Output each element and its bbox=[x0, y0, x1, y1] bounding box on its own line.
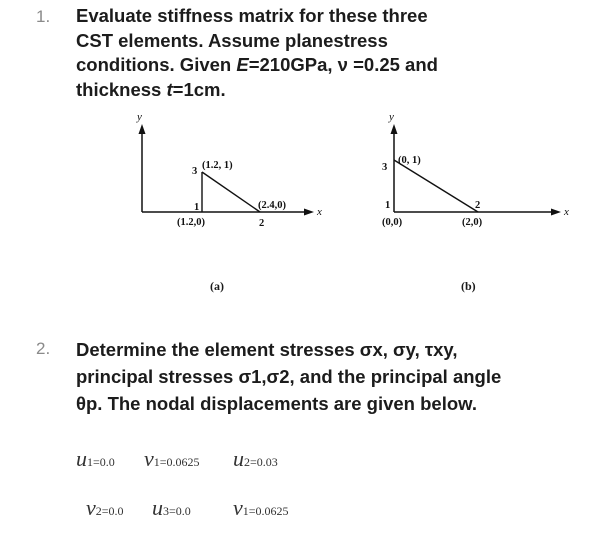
figure-a-node-2: 2 bbox=[259, 218, 265, 229]
t-symbol: t bbox=[166, 78, 173, 100]
figure-a bbox=[110, 112, 340, 240]
figure-b-node-1: 1 bbox=[385, 200, 391, 211]
figure-a-y-arrow-icon bbox=[139, 124, 146, 134]
displacement-v1: v1=0.0625 bbox=[144, 446, 200, 471]
displacement-u3: u3=0.0 bbox=[152, 495, 191, 520]
figure-a-caption: (a) bbox=[210, 279, 224, 293]
figure-b-node-2-coord: (2,0) bbox=[462, 217, 483, 228]
poisson-ratio: ν =0.25 and bbox=[337, 54, 438, 75]
figure-b-hypotenuse bbox=[394, 160, 481, 212]
figure-b bbox=[358, 112, 588, 240]
displacement-u1: u1=0.0 bbox=[76, 446, 115, 471]
question-1-line-2: CST elements. Assume planestress bbox=[76, 29, 388, 51]
figure-b-y-arrow-icon bbox=[391, 124, 398, 134]
figure-b-y-label: y bbox=[389, 112, 394, 123]
figure-b-node-1-coord: (0,0) bbox=[382, 217, 403, 228]
figure-a-node-1-coord: (1.2,0) bbox=[177, 217, 205, 228]
question-2-line-2: principal stresses σ1,σ2, and the principal angle bbox=[76, 366, 502, 387]
figure-a-y-label: y bbox=[137, 112, 142, 123]
figure-a-node-3-coord: (1.2, 1) bbox=[202, 160, 233, 171]
displacement-v1-repeat: v1=0.0625 bbox=[233, 495, 289, 520]
question-1-number: 1. bbox=[36, 7, 51, 26]
figure-a-hypotenuse bbox=[202, 172, 260, 212]
figure-b-node-3: 3 bbox=[382, 162, 388, 173]
figure-b-x-label: x bbox=[564, 206, 569, 218]
question-1-line-4: thickness t=1cm. bbox=[76, 78, 226, 100]
figure-a-node-1: 1 bbox=[194, 202, 200, 213]
figure-a-node-2-coord: (2.4,0) bbox=[258, 200, 286, 211]
figure-a-node-3: 3 bbox=[192, 166, 198, 177]
question-2-text bbox=[76, 336, 576, 417]
figure-a-x-label: x bbox=[317, 206, 322, 218]
question-2-line-1: Determine the element stresses σx, σy, τxy, bbox=[76, 339, 458, 360]
displacement-v2: v2=0.0 bbox=[86, 495, 124, 520]
figure-b-caption: (b) bbox=[461, 279, 476, 293]
figure-b-node-2: 2 bbox=[475, 200, 481, 211]
figure-b-node-3-coord: (0, 1) bbox=[398, 155, 421, 166]
displacement-u2: u2=0.03 bbox=[233, 446, 278, 471]
e-symbol: E bbox=[236, 54, 249, 75]
figure-a-x-arrow-icon bbox=[304, 209, 314, 216]
question-1-text bbox=[76, 4, 576, 102]
question-2-line-3: θp. The nodal displacements are given below. bbox=[76, 393, 477, 414]
figure-b-x-arrow-icon bbox=[551, 209, 561, 216]
question-1-line-3: conditions. Given E=210GPa, ν =0.25 and bbox=[76, 54, 438, 75]
question-2-number: 2. bbox=[36, 339, 51, 358]
question-1-line-1: Evaluate stiffness matrix for these three bbox=[76, 5, 428, 26]
